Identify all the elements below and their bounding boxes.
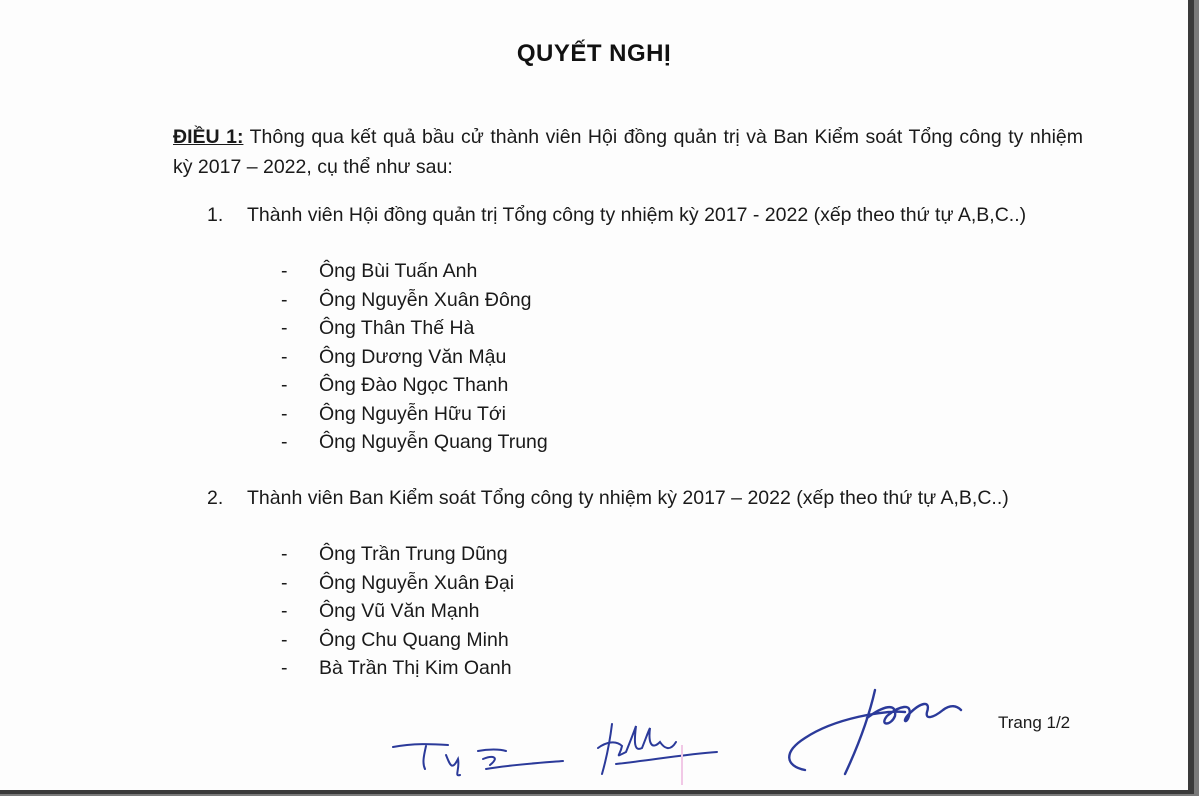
list-item bbox=[281, 428, 548, 457]
list-item bbox=[281, 597, 514, 626]
section-number: 1. bbox=[207, 204, 224, 226]
section-heading: Thành viên Ban Kiểm soát Tổng công ty nhiệm kỳ 2017 – 2022 (xếp theo thứ tự A,B,C..) bbox=[247, 487, 1009, 509]
initial-signature-1 bbox=[388, 735, 568, 780]
bullet-dash: - bbox=[281, 628, 288, 651]
bullet-dash: - bbox=[281, 571, 288, 594]
list-item bbox=[281, 400, 548, 429]
member-name: Bà Trần Thị Kim Oanh bbox=[319, 657, 512, 679]
bullet-dash: - bbox=[281, 657, 288, 679]
article-text: Thông qua kết quả bầu cử thành viên Hội đồng quản trị và Ban Kiểm soát Tổng công ty nhiệm kỳ 2017 – 2022, cụ thể như sau: bbox=[173, 126, 1083, 178]
member-name: Ông Trần Trung Dũng bbox=[319, 543, 508, 565]
article-1 bbox=[173, 122, 1083, 182]
margin-mark bbox=[681, 745, 683, 785]
list-item bbox=[281, 626, 514, 655]
member-name: Ông Chu Quang Minh bbox=[319, 628, 509, 651]
list-item bbox=[281, 654, 514, 683]
member-name: Ông Nguyễn Quang Trung bbox=[319, 431, 548, 453]
member-name: Ông Đào Ngọc Thanh bbox=[319, 374, 509, 396]
bullet-dash: - bbox=[281, 431, 288, 453]
chairman-signature bbox=[775, 682, 975, 782]
page-number: Trang 1/2 bbox=[998, 713, 1071, 732]
bullet-dash: - bbox=[281, 402, 288, 425]
list-item bbox=[281, 257, 548, 286]
list-item bbox=[281, 343, 548, 372]
section-number: 2. bbox=[207, 487, 224, 509]
member-list bbox=[281, 257, 548, 457]
member-name: Ông Bùi Tuấn Anh bbox=[319, 260, 478, 282]
bullet-dash: - bbox=[281, 600, 288, 622]
member-name: Ông Vũ Văn Mạnh bbox=[319, 600, 480, 622]
section-heading: Thành viên Hội đồng quản trị Tổng công ty nhiệm kỳ 2017 - 2022 (xếp theo thứ tự A,B,C..) bbox=[247, 204, 1027, 226]
bullet-dash: - bbox=[281, 374, 288, 396]
member-name: Ông Thân Thế Hà bbox=[319, 317, 475, 339]
member-name: Ông Nguyễn Hữu Tới bbox=[319, 402, 506, 425]
list-item bbox=[281, 314, 548, 343]
member-name: Ông Nguyễn Xuân Đại bbox=[319, 571, 515, 594]
member-name: Ông Nguyễn Xuân Đông bbox=[319, 288, 532, 311]
bullet-dash: - bbox=[281, 317, 288, 339]
list-item bbox=[281, 540, 514, 569]
initial-signature-2 bbox=[592, 712, 722, 782]
member-list bbox=[281, 540, 514, 683]
document-title: QUYẾT NGHỊ bbox=[516, 40, 672, 67]
list-item bbox=[281, 569, 514, 598]
list-item bbox=[281, 371, 548, 400]
bullet-dash: - bbox=[281, 288, 288, 311]
member-name: Ông Dương Văn Mậu bbox=[319, 345, 507, 368]
bullet-dash: - bbox=[281, 345, 288, 368]
bullet-dash: - bbox=[281, 260, 288, 282]
list-item bbox=[281, 286, 548, 315]
article-label: ĐIỀU 1: bbox=[173, 126, 244, 148]
bullet-dash: - bbox=[281, 543, 288, 565]
